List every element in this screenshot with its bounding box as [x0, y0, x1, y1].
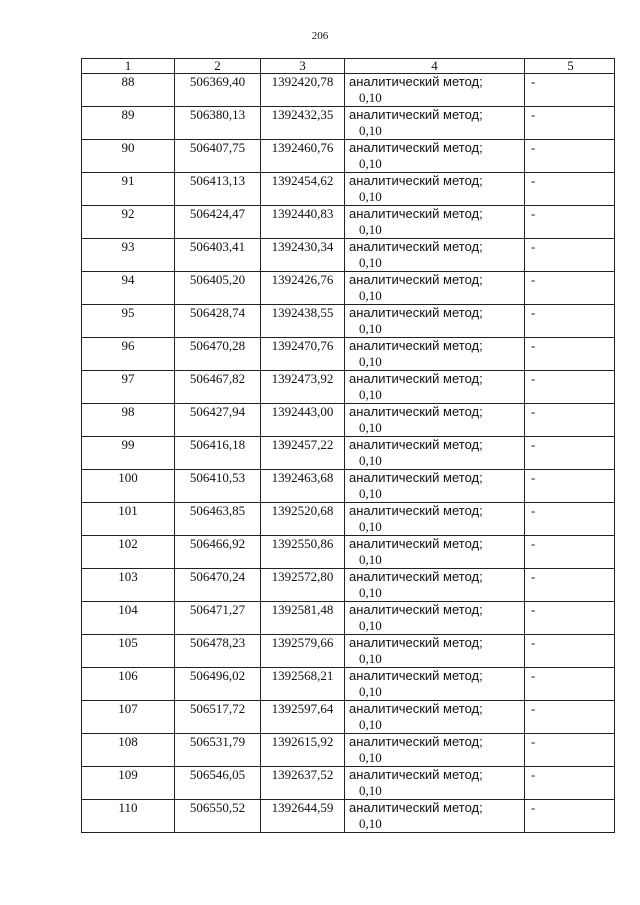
- x-coordinate-cell: 506531,79: [175, 734, 261, 767]
- y-coordinate-cell: 1392597,64: [261, 701, 345, 734]
- table-row: [82, 107, 615, 140]
- x-coordinate-cell: 506478,23: [175, 635, 261, 668]
- note-cell: -: [525, 569, 615, 602]
- table-row: [82, 305, 615, 338]
- point-number-cell: 95: [82, 305, 175, 338]
- method-text: аналитический метод;: [349, 272, 483, 287]
- table-row: [82, 800, 615, 833]
- method-cell: [345, 734, 525, 767]
- method-cell: [345, 338, 525, 371]
- table-row: [82, 404, 615, 437]
- method-text: аналитический метод;: [349, 140, 483, 155]
- point-number-cell: 104: [82, 602, 175, 635]
- accuracy-value: 0,10: [359, 321, 382, 336]
- note-cell: -: [525, 371, 615, 404]
- note-cell: -: [525, 734, 615, 767]
- method-text: аналитический метод;: [349, 668, 483, 683]
- method-cell: [345, 437, 525, 470]
- point-number-cell: 103: [82, 569, 175, 602]
- note-cell: -: [525, 239, 615, 272]
- method-cell: [345, 668, 525, 701]
- x-coordinate-cell: 506369,40: [175, 74, 261, 107]
- y-coordinate-cell: 1392426,76: [261, 272, 345, 305]
- method-text: аналитический метод;: [349, 437, 483, 452]
- accuracy-value: 0,10: [359, 288, 382, 303]
- method-cell: [345, 635, 525, 668]
- method-text: аналитический метод;: [349, 503, 483, 518]
- y-coordinate-cell: 1392463,68: [261, 470, 345, 503]
- method-text: аналитический метод;: [349, 602, 483, 617]
- table-row: [82, 272, 615, 305]
- accuracy-value: 0,10: [359, 123, 382, 138]
- point-number-cell: 108: [82, 734, 175, 767]
- y-coordinate-cell: 1392473,92: [261, 371, 345, 404]
- note-cell: -: [525, 173, 615, 206]
- accuracy-value: 0,10: [359, 222, 382, 237]
- accuracy-value: 0,10: [359, 519, 382, 534]
- y-coordinate-cell: 1392440,83: [261, 206, 345, 239]
- note-cell: -: [525, 140, 615, 173]
- table-row: [82, 668, 615, 701]
- point-number-cell: 102: [82, 536, 175, 569]
- note-cell: -: [525, 503, 615, 536]
- method-text: аналитический метод;: [349, 206, 483, 221]
- x-coordinate-cell: 506403,41: [175, 239, 261, 272]
- note-cell: -: [525, 635, 615, 668]
- x-coordinate-cell: 506517,72: [175, 701, 261, 734]
- method-cell: [345, 206, 525, 239]
- note-cell: -: [525, 74, 615, 107]
- point-number-cell: 88: [82, 74, 175, 107]
- method-text: аналитический метод;: [349, 404, 483, 419]
- y-coordinate-cell: 1392438,55: [261, 305, 345, 338]
- y-coordinate-cell: 1392572,80: [261, 569, 345, 602]
- x-coordinate-cell: 506380,13: [175, 107, 261, 140]
- method-text: аналитический метод;: [349, 767, 483, 782]
- table-row: [82, 734, 615, 767]
- point-number-cell: 99: [82, 437, 175, 470]
- column-header-5: 5: [525, 59, 615, 74]
- method-text: аналитический метод;: [349, 107, 483, 122]
- note-cell: -: [525, 272, 615, 305]
- method-text: аналитический метод;: [349, 338, 483, 353]
- method-cell: [345, 239, 525, 272]
- x-coordinate-cell: 506413,13: [175, 173, 261, 206]
- table-row: [82, 437, 615, 470]
- x-coordinate-cell: 506407,75: [175, 140, 261, 173]
- column-header-4: 4: [345, 59, 525, 74]
- y-coordinate-cell: 1392457,22: [261, 437, 345, 470]
- method-cell: [345, 767, 525, 800]
- method-cell: [345, 404, 525, 437]
- y-coordinate-cell: 1392568,21: [261, 668, 345, 701]
- method-text: аналитический метод;: [349, 536, 483, 551]
- table-row: [82, 635, 615, 668]
- method-text: аналитический метод;: [349, 239, 483, 254]
- table-row: [82, 239, 615, 272]
- x-coordinate-cell: 506496,02: [175, 668, 261, 701]
- point-number-cell: 98: [82, 404, 175, 437]
- accuracy-value: 0,10: [359, 816, 382, 831]
- x-coordinate-cell: 506467,82: [175, 371, 261, 404]
- y-coordinate-cell: 1392644,59: [261, 800, 345, 833]
- point-number-cell: 90: [82, 140, 175, 173]
- table-row: [82, 767, 615, 800]
- point-number-cell: 109: [82, 767, 175, 800]
- point-number-cell: 89: [82, 107, 175, 140]
- note-cell: -: [525, 767, 615, 800]
- accuracy-value: 0,10: [359, 189, 382, 204]
- y-coordinate-cell: 1392550,86: [261, 536, 345, 569]
- y-coordinate-cell: 1392520,68: [261, 503, 345, 536]
- accuracy-value: 0,10: [359, 783, 382, 798]
- x-coordinate-cell: 506470,28: [175, 338, 261, 371]
- table-header-row: [82, 59, 615, 74]
- method-text: аналитический метод;: [349, 800, 483, 815]
- table-row: [82, 206, 615, 239]
- x-coordinate-cell: 506428,74: [175, 305, 261, 338]
- accuracy-value: 0,10: [359, 684, 382, 699]
- y-coordinate-cell: 1392579,66: [261, 635, 345, 668]
- note-cell: -: [525, 404, 615, 437]
- method-text: аналитический метод;: [349, 734, 483, 749]
- method-cell: [345, 536, 525, 569]
- table-row: [82, 173, 615, 206]
- method-cell: [345, 800, 525, 833]
- y-coordinate-cell: 1392420,78: [261, 74, 345, 107]
- x-coordinate-cell: 506416,18: [175, 437, 261, 470]
- point-number-cell: 94: [82, 272, 175, 305]
- note-cell: -: [525, 338, 615, 371]
- accuracy-value: 0,10: [359, 354, 382, 369]
- point-number-cell: 100: [82, 470, 175, 503]
- point-number-cell: 105: [82, 635, 175, 668]
- table-row: [82, 74, 615, 107]
- x-coordinate-cell: 506427,94: [175, 404, 261, 437]
- accuracy-value: 0,10: [359, 420, 382, 435]
- y-coordinate-cell: 1392454,62: [261, 173, 345, 206]
- method-cell: [345, 305, 525, 338]
- accuracy-value: 0,10: [359, 387, 382, 402]
- x-coordinate-cell: 506410,53: [175, 470, 261, 503]
- point-number-cell: 96: [82, 338, 175, 371]
- point-number-cell: 106: [82, 668, 175, 701]
- table-row: [82, 536, 615, 569]
- accuracy-value: 0,10: [359, 552, 382, 567]
- method-cell: [345, 173, 525, 206]
- x-coordinate-cell: 506424,47: [175, 206, 261, 239]
- x-coordinate-cell: 506550,52: [175, 800, 261, 833]
- accuracy-value: 0,10: [359, 156, 382, 171]
- method-cell: [345, 602, 525, 635]
- y-coordinate-cell: 1392430,34: [261, 239, 345, 272]
- column-header-2: 2: [175, 59, 261, 74]
- table-row: [82, 701, 615, 734]
- point-number-cell: 91: [82, 173, 175, 206]
- y-coordinate-cell: 1392443,00: [261, 404, 345, 437]
- x-coordinate-cell: 506405,20: [175, 272, 261, 305]
- table-row: [82, 371, 615, 404]
- table-row: [82, 470, 615, 503]
- method-text: аналитический метод;: [349, 173, 483, 188]
- point-number-cell: 110: [82, 800, 175, 833]
- method-cell: [345, 569, 525, 602]
- y-coordinate-cell: 1392615,92: [261, 734, 345, 767]
- note-cell: -: [525, 305, 615, 338]
- column-header-3: 3: [261, 59, 345, 74]
- note-cell: -: [525, 437, 615, 470]
- accuracy-value: 0,10: [359, 90, 382, 105]
- method-cell: [345, 503, 525, 536]
- table-body: [82, 74, 615, 833]
- table-row: [82, 338, 615, 371]
- accuracy-value: 0,10: [359, 486, 382, 501]
- x-coordinate-cell: 506470,24: [175, 569, 261, 602]
- y-coordinate-cell: 1392581,48: [261, 602, 345, 635]
- method-cell: [345, 74, 525, 107]
- note-cell: -: [525, 668, 615, 701]
- note-cell: -: [525, 800, 615, 833]
- x-coordinate-cell: 506546,05: [175, 767, 261, 800]
- method-cell: [345, 371, 525, 404]
- point-number-cell: 92: [82, 206, 175, 239]
- note-cell: -: [525, 206, 615, 239]
- table-row: [82, 602, 615, 635]
- method-cell: [345, 140, 525, 173]
- page-number: 206: [311, 30, 329, 42]
- method-text: аналитический метод;: [349, 305, 483, 320]
- accuracy-value: 0,10: [359, 618, 382, 633]
- method-cell: [345, 272, 525, 305]
- accuracy-value: 0,10: [359, 255, 382, 270]
- accuracy-value: 0,10: [359, 717, 382, 732]
- y-coordinate-cell: 1392637,52: [261, 767, 345, 800]
- point-number-cell: 107: [82, 701, 175, 734]
- table-row: [82, 569, 615, 602]
- y-coordinate-cell: 1392470,76: [261, 338, 345, 371]
- method-text: аналитический метод;: [349, 74, 483, 89]
- method-text: аналитический метод;: [349, 635, 483, 650]
- point-number-cell: 97: [82, 371, 175, 404]
- y-coordinate-cell: 1392432,35: [261, 107, 345, 140]
- point-number-cell: 93: [82, 239, 175, 272]
- method-text: аналитический метод;: [349, 701, 483, 716]
- coordinates-table: [81, 58, 615, 833]
- note-cell: -: [525, 536, 615, 569]
- accuracy-value: 0,10: [359, 651, 382, 666]
- method-text: аналитический метод;: [349, 569, 483, 584]
- x-coordinate-cell: 506471,27: [175, 602, 261, 635]
- y-coordinate-cell: 1392460,76: [261, 140, 345, 173]
- point-number-cell: 101: [82, 503, 175, 536]
- table-row: [82, 140, 615, 173]
- method-text: аналитический метод;: [349, 371, 483, 386]
- column-header-1: 1: [82, 59, 175, 74]
- method-cell: [345, 701, 525, 734]
- note-cell: -: [525, 107, 615, 140]
- accuracy-value: 0,10: [359, 750, 382, 765]
- note-cell: -: [525, 602, 615, 635]
- accuracy-value: 0,10: [359, 585, 382, 600]
- method-cell: [345, 470, 525, 503]
- note-cell: -: [525, 470, 615, 503]
- accuracy-value: 0,10: [359, 453, 382, 468]
- x-coordinate-cell: 506463,85: [175, 503, 261, 536]
- note-cell: -: [525, 701, 615, 734]
- x-coordinate-cell: 506466,92: [175, 536, 261, 569]
- method-cell: [345, 107, 525, 140]
- table-row: [82, 503, 615, 536]
- method-text: аналитический метод;: [349, 470, 483, 485]
